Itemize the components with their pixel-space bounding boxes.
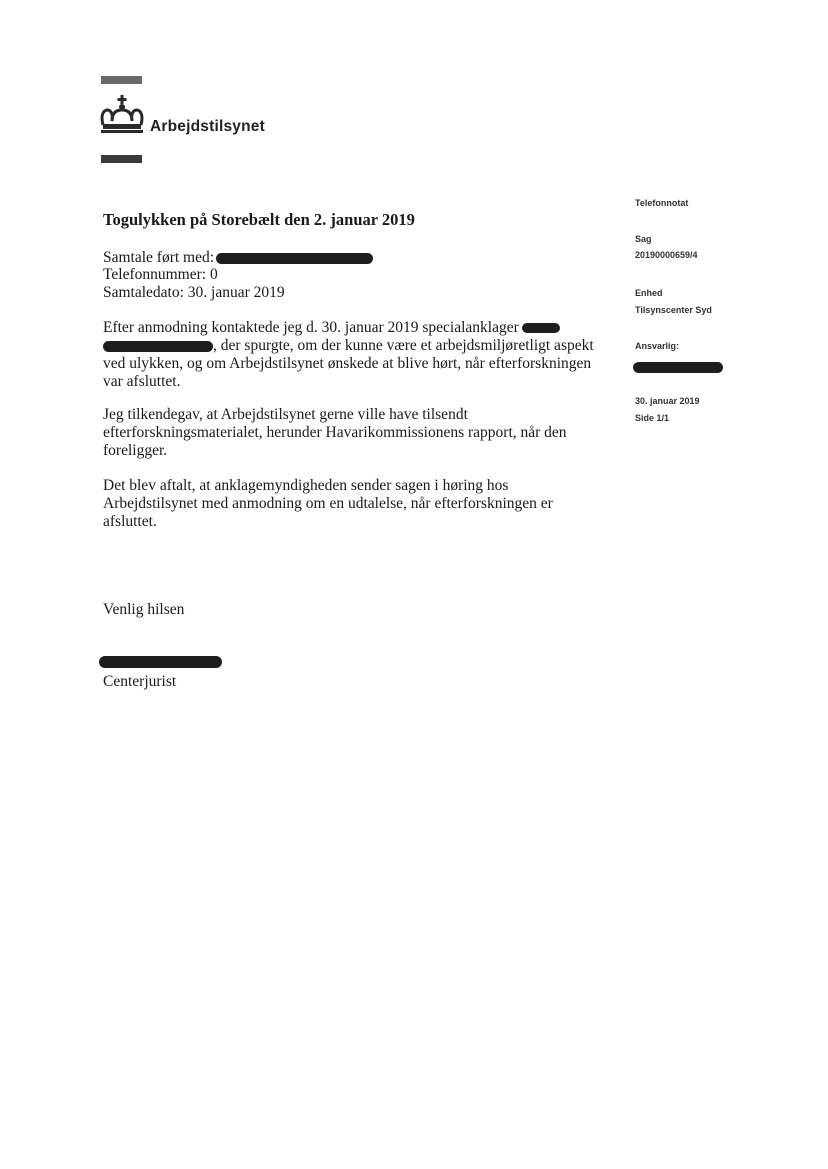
redaction-prosecutor-1 xyxy=(522,323,560,333)
sidebar-date: 30. januar 2019 xyxy=(635,396,700,406)
header-bar-bottom xyxy=(101,155,142,163)
para3-line3: afsluttet. xyxy=(103,513,157,530)
para1-line2 xyxy=(103,337,623,355)
redaction-prosecutor-2 xyxy=(103,341,213,352)
redaction-responsible xyxy=(633,362,723,373)
para1-text-b: , der spurgte, om der kunne være et arbejdsmiljøretligt aspekt xyxy=(213,337,594,354)
para1-line1 xyxy=(103,319,623,337)
para3-line2: Arbejdstilsynet med anmodning om en udtalelse, når efterforskningen er xyxy=(103,495,553,512)
header-bar-top xyxy=(101,76,142,84)
sidebar-doc-type: Telefonnotat xyxy=(635,198,689,208)
sidebar-case-label: Sag xyxy=(635,234,652,244)
para1-line3: ved ulykken, og om Arbejdstilsynet ønskede at blive hørt, når efterforskningen xyxy=(103,355,592,372)
talked-with-label: Samtale ført med: xyxy=(103,249,215,266)
sidebar-case-value: 20190000659/4 xyxy=(635,250,698,260)
signer-title: Centerjurist xyxy=(103,673,177,690)
date-line: Samtaledato: 30. januar 2019 xyxy=(103,284,285,301)
para1-text-a: Efter anmodning kontaktede jeg d. 30. januar 2019 specialanklager xyxy=(103,319,519,336)
paragraph-3 xyxy=(103,477,623,531)
org-name: Arbejdstilsynet xyxy=(150,118,265,135)
sidebar-unit-label: Enhed xyxy=(635,288,663,298)
para2-line1: Jeg tilkendegav, at Arbejdstilsynet gerne ville have tilsendt xyxy=(103,406,468,423)
para1-line4: var afsluttet. xyxy=(103,373,181,390)
paragraph-1 xyxy=(103,319,623,391)
paragraph-2 xyxy=(103,406,623,460)
sidebar-responsible-label: Ansvarlig: xyxy=(635,341,680,351)
crown-logo-icon xyxy=(99,95,145,135)
document-title: Togulykken på Storebælt den 2. januar 2019 xyxy=(103,210,415,229)
redaction-name xyxy=(216,253,373,264)
talked-with-line xyxy=(103,249,373,267)
phone-line: Telefonnummer: 0 xyxy=(103,266,218,283)
para3-line1: Det blev aftalt, at anklagemyndigheden sender sagen i høring hos xyxy=(103,477,509,494)
closing: Venlig hilsen xyxy=(103,601,185,618)
para2-line3: foreligger. xyxy=(103,442,168,459)
sidebar-unit-value: Tilsynscenter Syd xyxy=(635,305,712,315)
sidebar-page: Side 1/1 xyxy=(635,413,670,423)
redaction-signature xyxy=(99,656,222,668)
para2-line2: efterforskningsmaterialet, herunder Havarikommissionens rapport, når den xyxy=(103,424,567,441)
